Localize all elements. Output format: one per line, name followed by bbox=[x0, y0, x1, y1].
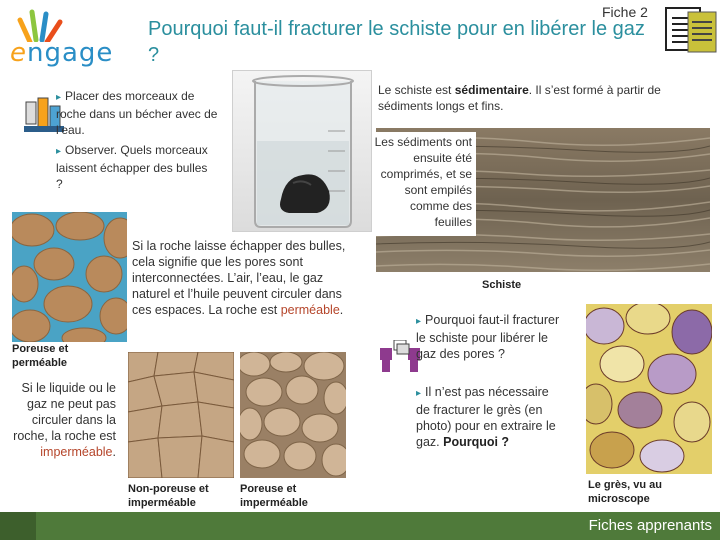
permeable-end: . bbox=[339, 303, 344, 317]
impermeable-text bbox=[6, 380, 116, 460]
logo-rays-icon bbox=[16, 8, 76, 42]
document-icon bbox=[662, 4, 720, 56]
permeable-text-pre: Si la roche laisse échapper des bulles, cela signifie que les pores sont interconnectées. L’air, l’eau, le gaz naturel et l’huile peuvent circuler dans ces espaces. La roche est bbox=[132, 239, 346, 317]
question-2-text: Il n’est pas nécessaire de fracturer le grès (en photo) pour en extraire le gaz. bbox=[416, 385, 556, 449]
beaker-photo bbox=[232, 70, 372, 232]
step-1-bullet-icon: ▸ bbox=[56, 92, 62, 103]
porous-impermeable-image bbox=[240, 352, 346, 478]
permeable-word: perméable bbox=[280, 303, 340, 317]
sedimentary-text bbox=[378, 82, 710, 114]
fiche-label: Fiche 2 bbox=[602, 4, 648, 20]
logo-text: ngage bbox=[27, 38, 114, 68]
question-2-bold: Pourquoi ? bbox=[443, 435, 510, 449]
impermeable-end: . bbox=[112, 445, 116, 459]
porous-impermeable-caption: Poreuse et imperméable bbox=[240, 483, 308, 509]
permeable-text bbox=[132, 238, 362, 318]
impermeable-text-pre: Si le liquide ou le gaz ne peut pas circuler dans la roche, la roche est bbox=[13, 381, 116, 443]
schist-caption: Schiste bbox=[482, 279, 522, 291]
sedimentary-pre: Le schiste est bbox=[378, 83, 455, 97]
microscope-caption: Le grès, vu au microscope bbox=[588, 479, 662, 505]
nonporous-image bbox=[128, 352, 234, 478]
question-1-text: Pourquoi faut-il fracturer le schiste pour libérer le gaz des pores ? bbox=[416, 313, 560, 361]
step-1-text: Placer des morceaux de roche dans un bécher avec de l’eau. bbox=[56, 89, 218, 137]
step-2-bullet-icon: ▸ bbox=[56, 146, 62, 157]
step-1 bbox=[56, 88, 226, 138]
discussion-icon bbox=[380, 340, 420, 374]
question-1 bbox=[416, 312, 566, 362]
question-2 bbox=[416, 384, 566, 450]
porous-permeable-caption: Poreuse et perméable bbox=[12, 343, 69, 369]
step-2 bbox=[56, 142, 216, 192]
sedimentary-bold: sédimentaire bbox=[454, 83, 529, 97]
sedimentary-post: . Il s’est formé à partir de sédiments longs et fins. bbox=[378, 83, 661, 113]
nonporous-caption: Non-poreuse et imperméable bbox=[128, 483, 209, 509]
porous-permeable-image bbox=[12, 212, 127, 342]
impermeable-word: imperméable bbox=[40, 445, 113, 459]
page-title: Pourquoi faut-il fracturer le schiste pour en libérer le gaz ? bbox=[148, 18, 645, 66]
footer-accent bbox=[0, 512, 36, 540]
sandstone-microscope-image bbox=[586, 304, 712, 474]
q1-bullet-icon: ▸ bbox=[416, 316, 422, 327]
footer-label: Fiches apprenants bbox=[588, 517, 712, 534]
q2-bullet-icon: ▸ bbox=[416, 388, 422, 399]
compressed-text: Les sédiments ont ensuite été comprimés, et se sont empilés comme des feuilles bbox=[374, 135, 472, 229]
engage-logo bbox=[10, 8, 135, 68]
step-2-text: Observer. Quels morceaux laissent échapper des bulles ? bbox=[56, 143, 208, 191]
logo-e: e bbox=[10, 38, 27, 68]
